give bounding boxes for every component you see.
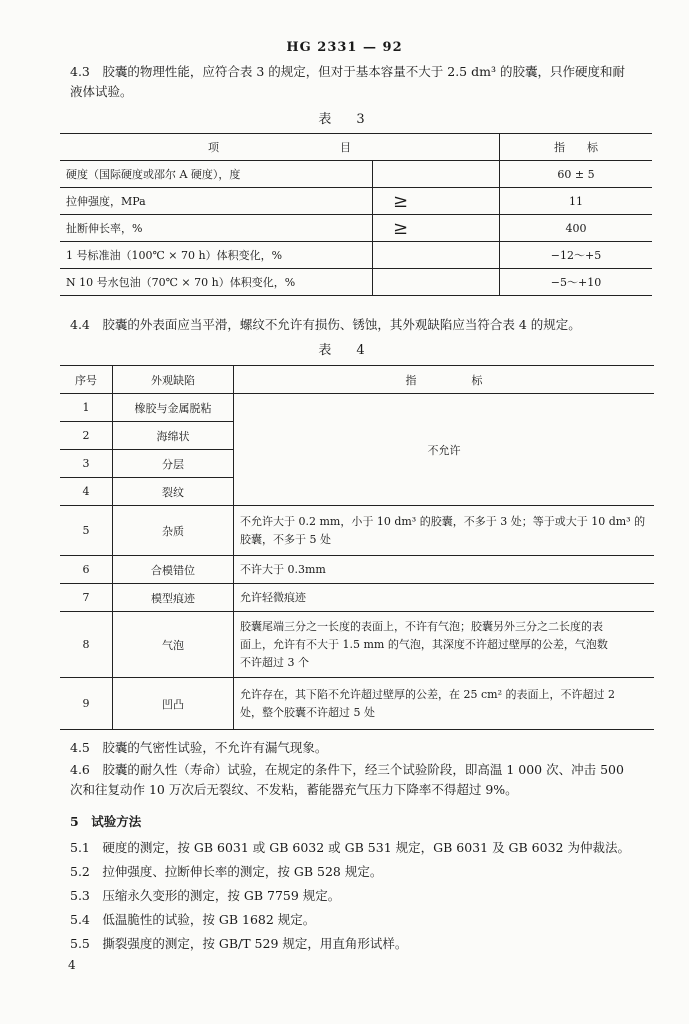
index-line: 胶囊尾端三分之一长度的表面上，不许有气泡；胶囊另外三分之二长度的表 [240,619,603,633]
index-line: 不允许大于 0.2 mm，小于 10 dm³ 的胶囊，不多于 3 处；等于或大于 10 dm³ 的 [240,514,646,528]
clause-5-1: 5.1 硬度的测定，按 GB 6031 或 GB 6032 或 GB 531 规定，GB 6031 及 GB 6032 为仲裁法。 [70,840,630,855]
clause-5-2: 5.2 拉伸强度、拉断伸长率的测定，按 GB 528 规定。 [70,864,383,879]
table-row [60,506,654,556]
table3-value: −5～+10 [500,269,653,296]
table-row [60,584,654,612]
table4-defect: 杂质 [113,506,234,556]
clause-4-6 [70,760,655,800]
table-row [60,188,652,215]
table3-item: N 10 号水包油（70℃ × 70 h）体积变化，% [60,269,373,296]
clause-5-3: 5.3 压缩永久变形的测定，按 GB 7759 规定。 [70,888,341,903]
table3-head-index: 指 标 [500,134,653,161]
table4-defect: 海绵状 [113,422,234,450]
table4-index [234,678,655,730]
table4-defect: 模型痕迹 [113,584,234,612]
table3-head-item: 项 目 [60,134,500,161]
table3-value: 60 ± 5 [500,161,653,188]
document-header: HG 2331 — 92 [286,40,403,55]
table4-no: 3 [60,450,113,478]
table4-no: 2 [60,422,113,450]
page-number: 4 [68,958,76,972]
table4-defect: 气泡 [113,612,234,678]
table-row [60,269,652,296]
table4-no: 8 [60,612,113,678]
table3-op [373,161,500,188]
table3-item: 拉伸强度，MPa [60,188,373,215]
table-row [60,242,652,269]
table4-no: 7 [60,584,113,612]
table3-item: 扯断伸长率，% [60,215,373,242]
table-row [60,678,654,730]
table4-index [234,612,655,678]
table4-no: 9 [60,678,113,730]
clause-4-3-line2: 液体试验。 [70,84,133,99]
table4-defect: 橡胶与金属脱粘 [113,394,234,422]
clause-4-3 [70,62,655,102]
table-row [60,394,654,422]
table4-no: 4 [60,478,113,506]
table3-value: 400 [500,215,653,242]
table-row [60,556,654,584]
table4-no: 5 [60,506,113,556]
table4-head-index: 指 标 [234,366,655,394]
table3-item: 1 号标准油（100℃ × 70 h）体积变化，% [60,242,373,269]
table4-head-no: 序号 [60,366,113,394]
clause-4-4: 4.4 胶囊的外表面应当平滑，螺纹不允许有损伤、锈蚀，其外观缺陷应当符合表 4 的规定。 [70,317,581,332]
index-line: 允许存在，其下陷不允许超过壁厚的公差，在 25 cm² 的表面上，不许超过 2 [240,687,615,701]
table4-index [234,506,655,556]
table4-head-defect: 外观缺陷 [113,366,234,394]
table-row [60,215,652,242]
index-line: 胶囊，不多于 5 处 [240,532,331,546]
index-line: 面上，允许有不大于 1.5 mm 的气泡，其深度不许超过壁厚的公差，气泡数 [240,637,608,651]
table-row [60,161,652,188]
clause-5-5: 5.5 撕裂强度的测定，按 GB/T 529 规定，用直角形试样。 [70,936,408,951]
table3-value: −12～+5 [500,242,653,269]
clause-5-4: 5.4 低温脆性的试验，按 GB 1682 规定。 [70,912,316,927]
table4-defect: 凹凸 [113,678,234,730]
table3-op: ≥ [373,188,500,215]
table4-index: 允许轻微痕迹 [234,584,655,612]
table4-no: 6 [60,556,113,584]
table-4 [60,365,654,730]
table3-header-row [60,134,652,161]
section-5-title: 5 试验方法 [70,814,142,829]
table-row [60,612,654,678]
table4-merged-index: 不允许 [234,394,655,506]
clause-4-3-line1: 4.3 胶囊的物理性能，应符合表 3 的规定，但对于基本容量不大于 2.5 dm³ 的胶囊，只作硬度和耐 [70,64,625,79]
table4-defect: 裂纹 [113,478,234,506]
table3-op [373,242,500,269]
index-line: 处，整个胶囊不许超过 5 处 [240,705,375,719]
table4-caption: 表 4 [318,343,371,358]
table3-op: ≥ [373,215,500,242]
clause-4-5: 4.5 胶囊的气密性试验，不允许有漏气现象。 [70,740,328,755]
table4-index: 不许大于 0.3mm [234,556,655,584]
table-3 [60,133,652,296]
table4-defect: 分层 [113,450,234,478]
table4-defect: 合模错位 [113,556,234,584]
table3-value: 11 [500,188,653,215]
index-line: 不许超过 3 个 [240,655,309,669]
table4-header-row [60,366,654,394]
clause-4-6-line2: 次和往复动作 10 万次后无裂纹、不发粘，蓄能器充气压力下降率不得超过 9%。 [70,782,518,797]
table4-no: 1 [60,394,113,422]
table3-item: 硬度（国际硬度或邵尔 A 硬度），度 [60,161,373,188]
table3-caption: 表 3 [318,112,371,127]
clause-4-6-line1: 4.6 胶囊的耐久性（寿命）试验，在规定的条件下，经三个试验阶段，即高温 1 000 次、冲击 500 [70,762,624,777]
table3-op [373,269,500,296]
